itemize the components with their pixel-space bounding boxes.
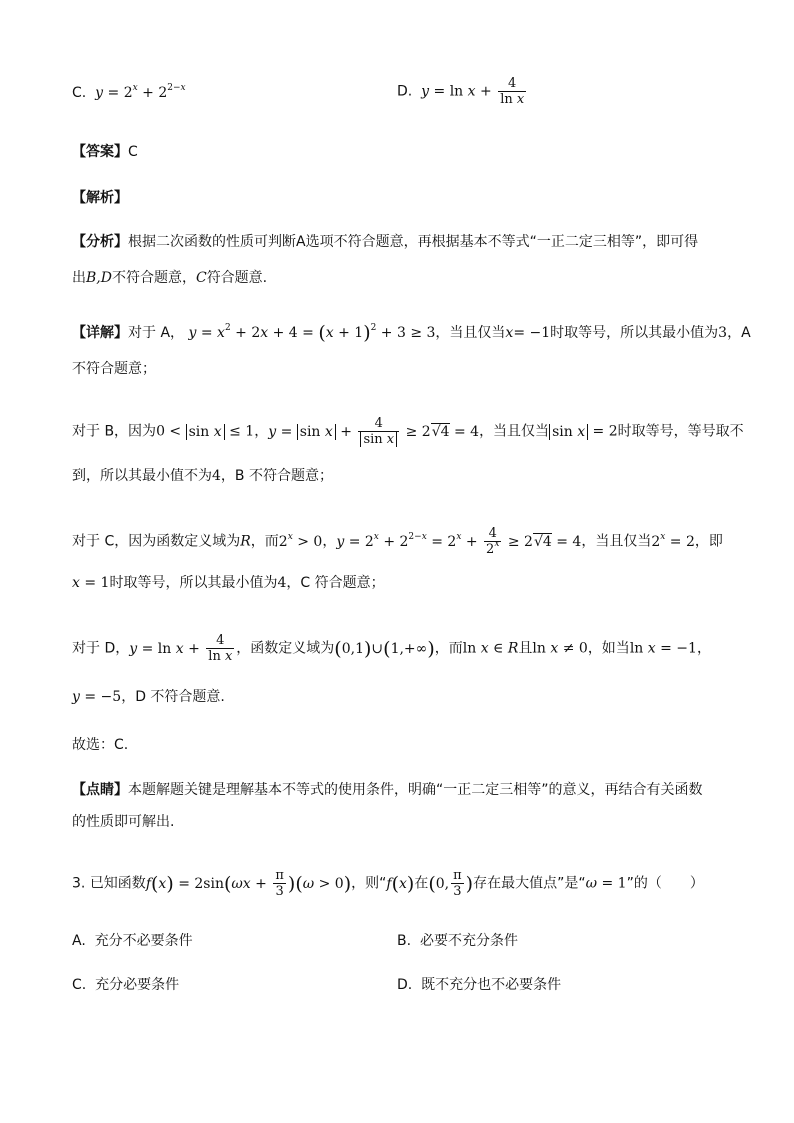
option-label: A. bbox=[72, 933, 86, 949]
text: 对于 A， bbox=[128, 325, 185, 341]
conclusion-line bbox=[72, 734, 734, 756]
number: 3 bbox=[718, 325, 728, 341]
q3-option-c[interactable] bbox=[72, 974, 179, 996]
text: ，当且仅当 bbox=[479, 423, 550, 440]
formula-d: y = ln x + $\frac{4}{\text{ln x}}$ bbox=[129, 633, 233, 664]
xiangjie-b-line2 bbox=[72, 465, 734, 487]
dianjing-text: 的性质即可解出. bbox=[72, 814, 175, 830]
text: 不符合题意； bbox=[72, 361, 156, 377]
fenxi-text: 根据二次函数的性质可判断A选项不符合题意，再根据基本不等式“一正二定三相等”，即可得 bbox=[128, 234, 699, 250]
text: ， bbox=[696, 640, 711, 657]
fenxi-label: 【分析】 bbox=[72, 234, 128, 250]
text: ，而 bbox=[434, 640, 463, 657]
dianjing-line1 bbox=[72, 779, 734, 801]
q3-option-b[interactable] bbox=[397, 930, 518, 952]
formula-d-ne: ln x ≠ 0 bbox=[532, 640, 588, 657]
formula-q3-fx: f(x) bbox=[386, 872, 415, 895]
formula-a: $y = x^2 + 2x + 4 = (x + 1)^2 + 3 \ge 3$ bbox=[188, 322, 436, 344]
formula-a-eq: x= −1 bbox=[505, 325, 551, 341]
dianjing-text: 本题解题关键是理解基本不等式的使用条件，明确“一正二定三相等”的意义，再结合有关函数 bbox=[128, 782, 703, 798]
option-label: B. bbox=[397, 933, 412, 949]
q3-option-a[interactable] bbox=[72, 930, 193, 952]
text: ”的（ ） bbox=[626, 875, 704, 892]
math: R bbox=[240, 533, 251, 550]
option-c-prev: C. $y = 2^x + 2^{2-x}$ bbox=[72, 83, 186, 101]
xiangjie-d-line1 bbox=[72, 633, 734, 664]
text: ，函数定义域为 bbox=[236, 640, 335, 657]
formula-d-lnR: ln x ∈ R bbox=[462, 640, 519, 657]
formula-d-eq: ln x = −1 bbox=[629, 640, 697, 657]
xiangjie-c-line1 bbox=[72, 526, 734, 557]
text: 已知函数 bbox=[89, 875, 146, 892]
text: 且 bbox=[518, 640, 533, 657]
dianjing-label: 【点睛】 bbox=[72, 782, 128, 798]
formula-q3-omega: ω = 1 bbox=[585, 875, 627, 892]
text: ，当且仅当 bbox=[581, 533, 652, 550]
text: ，而 bbox=[250, 533, 279, 550]
text: 对于 B，因为 bbox=[72, 423, 157, 440]
xiangjie-c-line2 bbox=[72, 572, 734, 594]
analysis-label: 【解析】 bbox=[72, 190, 128, 206]
text: ，A bbox=[727, 325, 751, 341]
option-label: D. bbox=[397, 83, 413, 100]
xiangjie-label: 【详解】 bbox=[72, 325, 128, 341]
text: 时取等号，所以其最小值为 bbox=[550, 325, 719, 341]
text: 时取等号，等号取不 bbox=[617, 423, 744, 440]
formula-c: $y = 2^x + 2^{2-x} = 2^x$ + $\frac{4}{2^x}$ ≥ 2√4 = 4 bbox=[336, 526, 582, 557]
formula-c-pos: $2^x > 0$ bbox=[278, 531, 323, 550]
option-text: 必要不充分条件 bbox=[419, 933, 518, 949]
option-c-formula: y bbox=[95, 85, 104, 101]
answer-line bbox=[72, 141, 734, 163]
option-text: 既不充分也不必要条件 bbox=[421, 977, 562, 993]
text: ，如当 bbox=[587, 640, 630, 657]
formula-b: y = sin x + $\frac{4}{\text{sin x}}$ ≥ 2√4 = 4 bbox=[268, 416, 480, 447]
formula-d-domain: (0,1)∪(1,+∞) bbox=[334, 637, 435, 660]
formula-d-y: y = −5 bbox=[72, 689, 122, 705]
analysis-heading bbox=[72, 187, 734, 209]
text: ，C 符合题意； bbox=[286, 575, 385, 591]
option-text: 充分不必要条件 bbox=[94, 933, 193, 949]
fenxi-line2 bbox=[72, 267, 734, 289]
number: 4 bbox=[212, 468, 221, 484]
xiangjie-b-line1 bbox=[72, 416, 744, 447]
fenxi-text: 不符合题意， bbox=[111, 270, 196, 286]
fenxi-line1 bbox=[72, 231, 734, 253]
option-text: 充分必要条件 bbox=[95, 977, 180, 993]
answer-label: 【答案】 bbox=[72, 144, 128, 160]
text: 到，所以其最小值不为 bbox=[72, 468, 212, 484]
text: 在 bbox=[414, 875, 429, 892]
fenxi-math: B,D bbox=[86, 270, 112, 286]
formula-q3-f: f(x) = 2sin(ωx + $\frac{\pi}{3}$ )(ω > 0) bbox=[145, 868, 352, 899]
answer-value: C bbox=[128, 144, 138, 160]
fenxi-text: 符合题意. bbox=[206, 270, 268, 286]
text: ，当且仅当 bbox=[435, 325, 506, 341]
text: ，则“ bbox=[351, 875, 387, 892]
dianjing-line2 bbox=[72, 811, 734, 833]
question-number: 3. bbox=[72, 875, 86, 892]
text: ，D 不符合题意. bbox=[121, 689, 225, 705]
q3-option-d[interactable] bbox=[397, 974, 561, 996]
option-label: C. bbox=[72, 85, 87, 101]
text: 对于 C，因为函数定义域为 bbox=[72, 533, 241, 550]
formula-c-x: x = 1 bbox=[72, 575, 110, 591]
formula-c-eq: $2^x = 2$ bbox=[651, 531, 695, 550]
formula-q3-interval: (0, $\frac{\pi}{3}$ ) bbox=[428, 868, 474, 899]
question-3 bbox=[72, 868, 734, 899]
option-d-prev: D. y = ln x + $\frac{4}{\text{ln x}}$ bbox=[397, 76, 525, 107]
text: ， bbox=[254, 423, 269, 440]
text: ，B 不符合题意； bbox=[220, 468, 333, 484]
xiangjie-d-line2 bbox=[72, 686, 734, 708]
option-label: C. bbox=[72, 977, 87, 993]
text: 时取等号，所以其最小值为 bbox=[109, 575, 278, 591]
option-label: D. bbox=[397, 977, 413, 993]
text: ， bbox=[322, 533, 337, 550]
formula-b-eq: sin x = 2 bbox=[549, 424, 618, 440]
fenxi-text: 出 bbox=[72, 270, 86, 286]
number: 4 bbox=[277, 575, 287, 591]
text: 对于 D， bbox=[72, 640, 130, 657]
xiangjie-a-line1 bbox=[72, 322, 751, 344]
text: ，即 bbox=[694, 533, 723, 550]
text: 存在最大值点”是“ bbox=[473, 875, 586, 892]
fenxi-math: C bbox=[195, 270, 207, 286]
option-d-formula: y bbox=[421, 83, 430, 100]
xiangjie-a-line2 bbox=[72, 358, 734, 380]
conclusion-text: 故选：C. bbox=[72, 737, 129, 753]
formula-b-range: 0 < sin x ≤ 1 bbox=[156, 423, 255, 440]
